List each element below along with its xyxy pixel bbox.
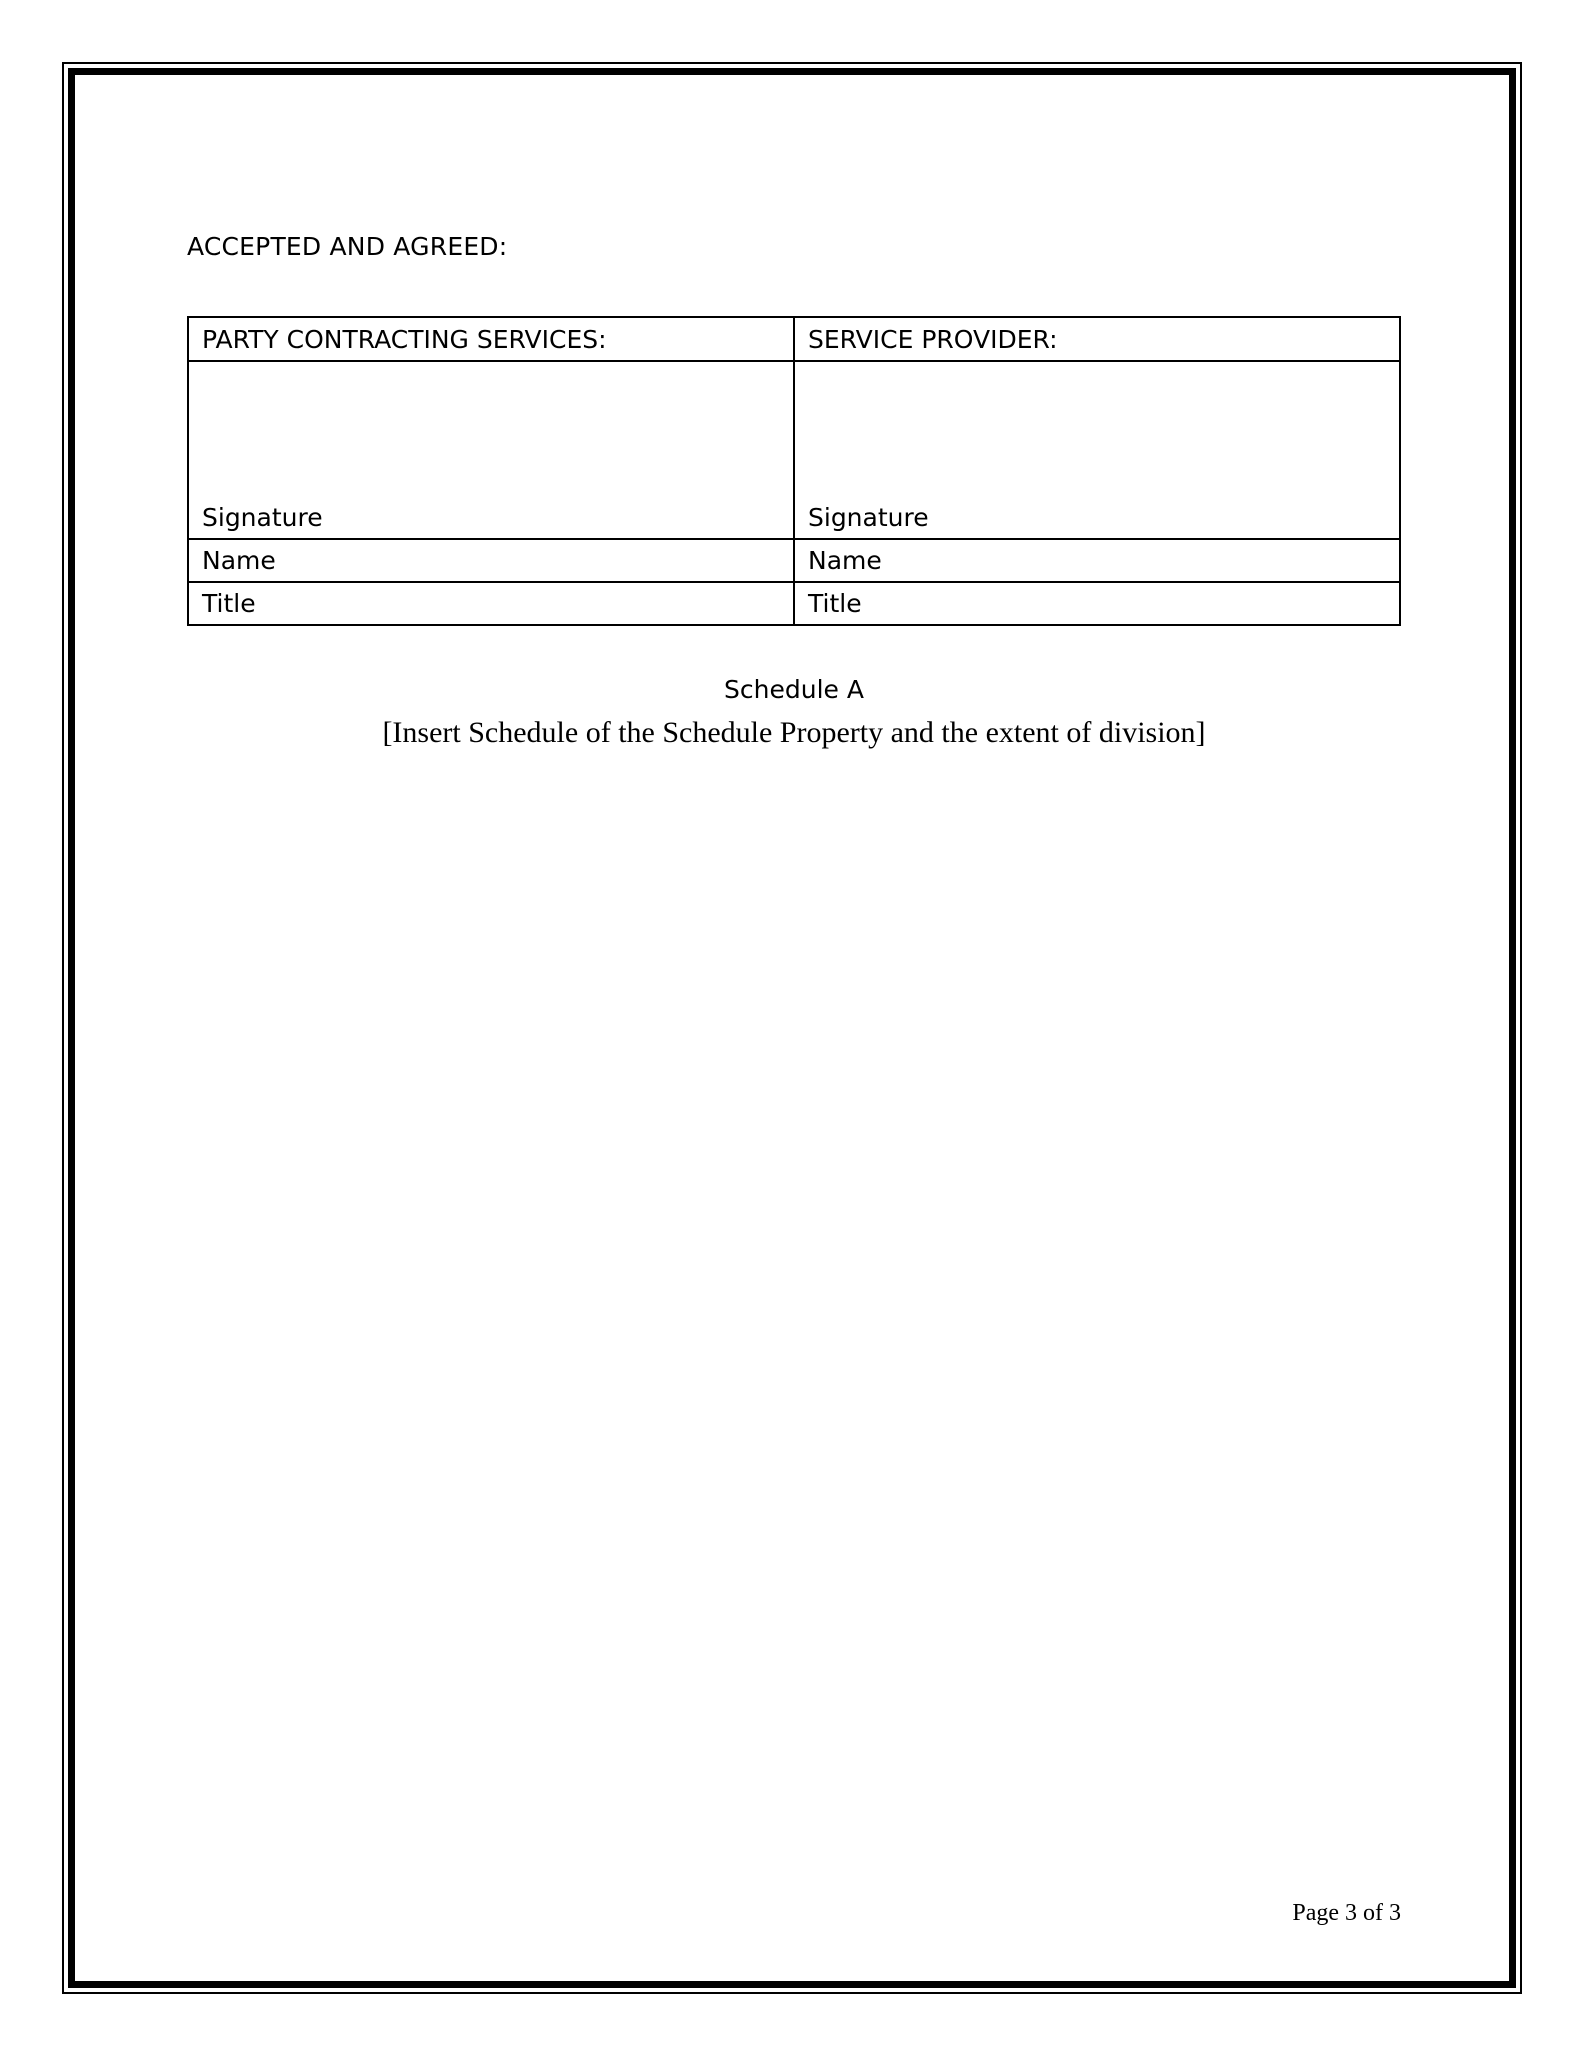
provider-name-field: Name (794, 539, 1400, 582)
signature-table (187, 316, 1401, 626)
party-signature-field: Signature (188, 361, 794, 539)
table-row (188, 539, 1400, 582)
table-row (188, 582, 1400, 625)
provider-signature-field: Signature (794, 361, 1400, 539)
schedule-title: Schedule A (724, 675, 864, 704)
schedule-placeholder-note: [Insert Schedule of the Schedule Property and the extent of division] (382, 716, 1206, 749)
party-contracting-services-header: PARTY CONTRACTING SERVICES: (188, 317, 794, 361)
provider-title-field: Title (794, 582, 1400, 625)
page-number: Page 3 of 3 (1292, 1900, 1401, 1926)
table-header-row (188, 317, 1400, 361)
accepted-and-agreed-heading: ACCEPTED AND AGREED: (187, 232, 508, 261)
party-title-field: Title (188, 582, 794, 625)
party-name-field: Name (188, 539, 794, 582)
table-row (188, 361, 1400, 539)
service-provider-header: SERVICE PROVIDER: (794, 317, 1400, 361)
